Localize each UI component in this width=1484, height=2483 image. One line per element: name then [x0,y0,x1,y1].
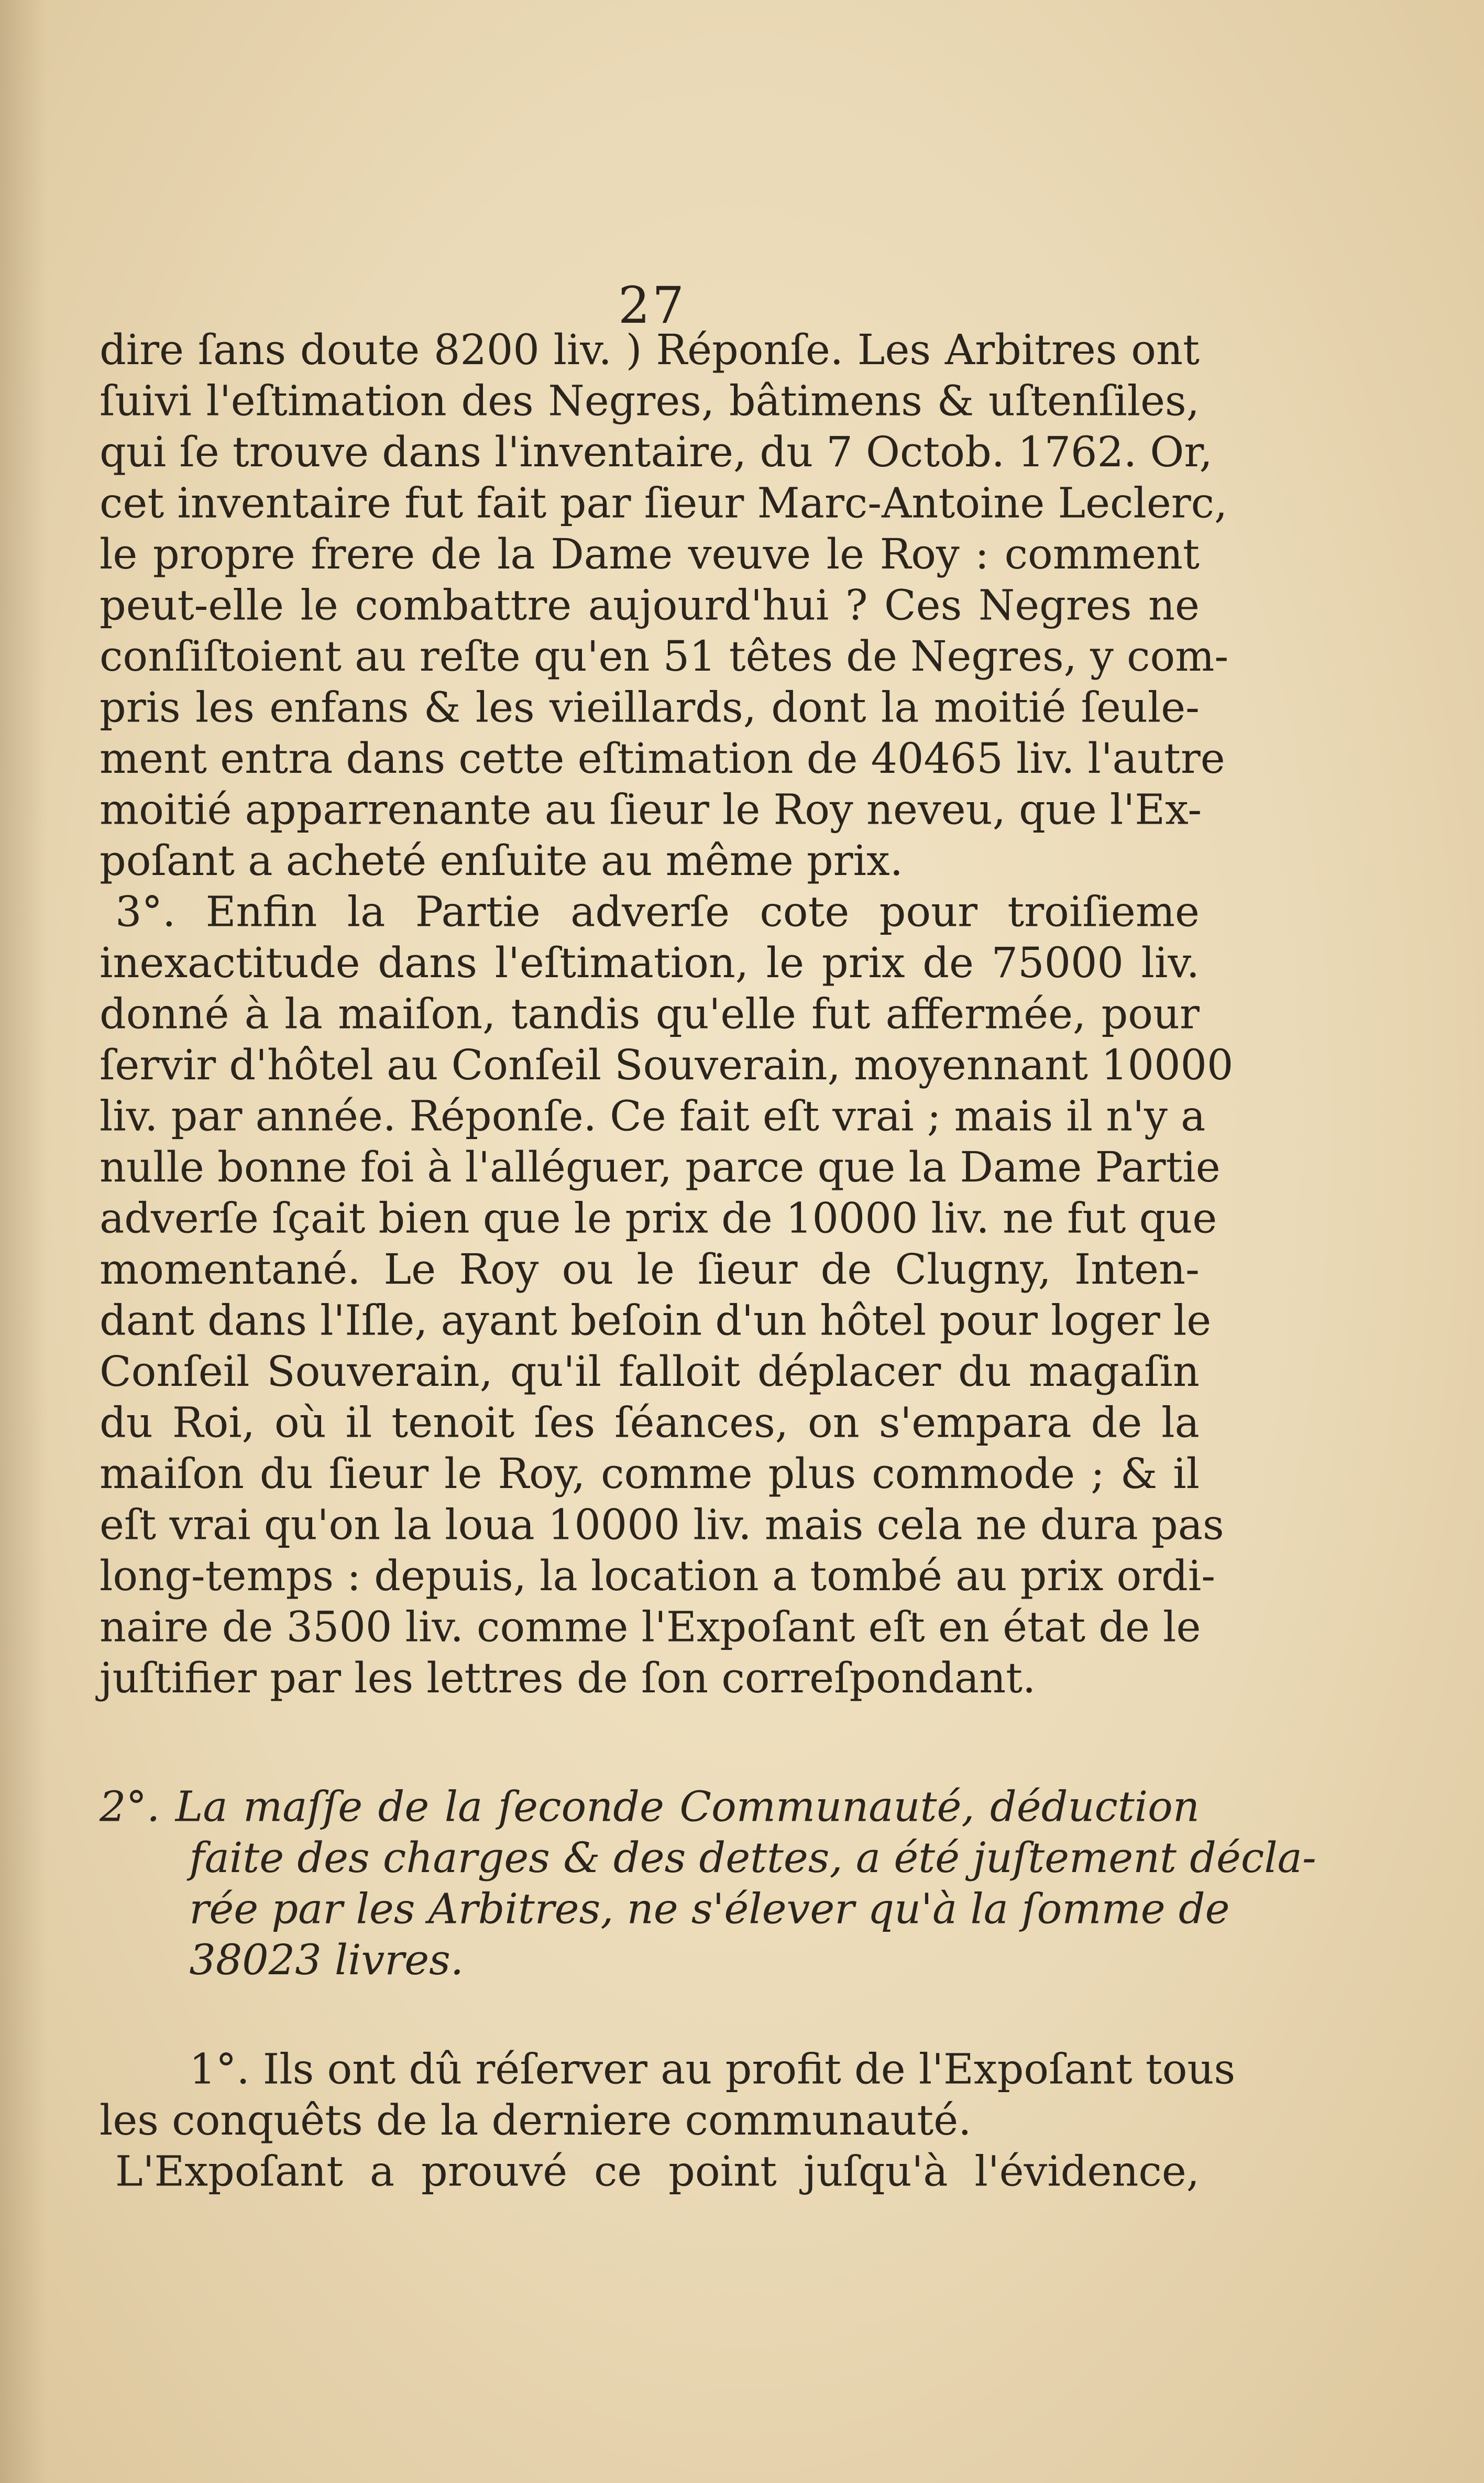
text-line: 1°. Ils ont dû réſerver au profit de l'Expoſant tous [189,2045,1236,2094]
page-number: 27 [618,276,687,335]
italic-heading-line: 38023 livres. [189,1935,464,1985]
italic-heading-line: faite des charges & des dettes, a été juſtement décla- [189,1833,1316,1883]
text-line: dant dans l'Iſle, ayant beſoin d'un hôtel pour loger le [100,1296,1212,1345]
page-gutter-shadow [0,0,47,2483]
text-line: eſt vrai qu'on la loua 10000 liv. mais cela ne dura pas [100,1501,1224,1549]
text-line: donné à la maiſon, tandis qu'elle fut affermée, pour [100,990,1200,1038]
text-line: du Roi, où il tenoit ſes ſéances, on s'empara de la [100,1398,1200,1447]
text-line: adverſe ſçait bien que le prix de 10000 liv. ne fut que [100,1194,1217,1243]
text-line: ment entra dans cette eſtimation de 40465 liv. l'autre [100,735,1225,783]
text-line: long-temps : depuis, la location a tombé au prix ordi- [100,1552,1216,1601]
italic-heading-line: 2°. La maſſe de la ſeconde Communauté, déduction [100,1782,1200,1831]
text-line: ſuivi l'eſtimation des Negres, bâtimens & uſtenſiles, [100,377,1200,425]
text-line: cet inventaire fut fait par ſieur Marc-Antoine Leclerc, [100,479,1228,528]
text-line: liv. par année. Réponſe. Ce fait eſt vrai ; mais il n'y a [100,1092,1206,1141]
text-line: inexactitude dans l'eſtimation, le prix de 75000 liv. [100,939,1200,988]
text-line: maiſon du ſieur le Roy, comme plus commode ; & il [100,1450,1200,1498]
text-line: qui ſe trouve dans l'inventaire, du 7 Octob. 1762. Or, [100,428,1213,477]
text-line: momentané. Le Roy ou le ſieur de Clugny, Inten- [100,1245,1200,1294]
text-line: Conſeil Souverain, qu'il falloit déplacer du magaſin [100,1348,1200,1396]
text-line: nulle bonne foi à l'alléguer, parce que la Dame Partie [100,1143,1221,1192]
text-line: poſant a acheté enſuite au même prix. [100,837,903,885]
text-line: le propre frere de la Dame veuve le Roy : comment [100,530,1200,579]
text-line: dire ſans doute 8200 liv. ) Réponſe. Les Arbitres ont [100,326,1200,375]
text-line: pris les enfans & les vieillards, dont la moitié ſeule- [100,683,1200,732]
text-line: les conquêts de la derniere communauté. [100,2096,972,2145]
text-line: moitié apparrenante au ſieur le Roy neveu, que l'Ex- [100,785,1202,834]
page-body [100,325,1316,2197]
text-line: naire de 3500 liv. comme l'Expoſant eſt en état de le [100,1603,1201,1651]
text-line: juſtifier par les lettres de ſon correſpondant. [100,1654,1036,1703]
italic-heading-line: rée par les Arbitres, ne s'élever qu'à la ſomme de [189,1885,1230,1933]
text-line: conſiſtoient au reſte qu'en 51 têtes de Negres, y com- [100,632,1229,681]
text-line: L'Expoſant a prouvé ce point juſqu'à l'évidence, [115,2147,1200,2196]
text-line: 3°. Enfin la Partie adverſe cote pour troiſieme [115,888,1200,936]
text-line: ſervir d'hôtel au Conſeil Souverain, moyennant 10000 [100,1041,1234,1090]
text-line: peut-elle le combattre aujourd'hui ? Ces Negres ne [100,581,1200,630]
